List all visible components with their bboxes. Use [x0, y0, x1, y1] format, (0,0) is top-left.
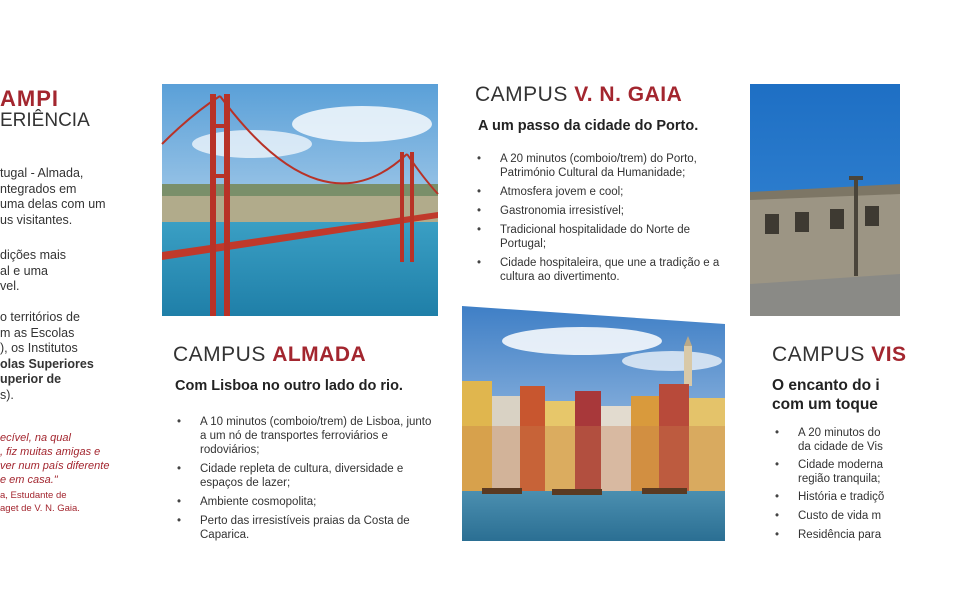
conditions-line: vel. [0, 279, 20, 293]
list-item: • Atmosfera jovem e cool; [472, 185, 734, 199]
gaia-bullet-list [472, 152, 734, 289]
viseu-bullet-list [770, 426, 970, 547]
intro-line: ntegrados em [0, 181, 77, 196]
list-item: • Cidade moderna região tranquila; [770, 458, 970, 486]
viseu-subtitle-line1: O encanto do i [772, 377, 880, 394]
list-item: • Ambiente cosmopolita; [172, 495, 432, 509]
conditions-line: dições mais [0, 248, 66, 262]
list-item: • História e tradiçõ [770, 490, 970, 504]
gaia-subtitle: A um passo da cidade do Porto. [478, 118, 699, 134]
list-item: • Gastronomia irresistível; [472, 204, 734, 218]
institutions-line: o territórios de [0, 310, 80, 324]
list-item: • Cidade hospitaleira, que une a tradição e a cultura ao divertimento. [472, 256, 734, 284]
intro-line: uma delas com um [0, 197, 106, 211]
quote-line: e em casa." [0, 474, 58, 486]
campus-almada-title: CAMPUS ALMADA [173, 343, 367, 366]
campus-gaia-title: CAMPUS V. N. GAIA [475, 83, 683, 106]
attribution-line: aget de V. N. Gaia. [0, 503, 80, 514]
attribution-line: a, Estudante de [0, 490, 67, 501]
institutions-line: m as Escolas [0, 325, 75, 340]
campus-name: VIS [871, 343, 907, 366]
almada-subtitle: Com Lisboa no outro lado do rio. [175, 378, 403, 394]
institutions-line: ), os Institutos [0, 341, 78, 355]
list-item: • A 20 minutos do da cidade de Vis [770, 426, 970, 454]
conditions-paragraph [0, 248, 66, 295]
campus-name: ALMADA [272, 343, 367, 366]
list-item: • Cidade repleta de cultura, diversidade e espaços de lazer; [172, 462, 432, 490]
list-item: • Custo de vida m [770, 509, 970, 523]
institutions-line: s). [0, 387, 14, 402]
almada-bullet-list [172, 415, 432, 547]
institutions-line: uperior de [0, 372, 62, 386]
quote-line: ver num país diferente [0, 460, 110, 472]
campi-heading: AMPI [0, 86, 59, 111]
quote-line: ecível, na qual [0, 432, 71, 444]
viseu-column [750, 0, 907, 600]
intro-line: tugal - Almada, [0, 166, 84, 180]
institutions-paragraph [0, 310, 94, 403]
institutions-line: olas Superiores [0, 356, 94, 371]
testimonial-attribution [0, 489, 80, 515]
testimonial-quote [0, 431, 109, 487]
list-item: • A 20 minutos (comboio/trem) do Porto, Património Cultural da Humanidade; [472, 152, 734, 180]
left-column [0, 0, 140, 600]
viseu-subtitle-line2: com um toque [772, 396, 878, 413]
viseu-building-photo [750, 84, 900, 316]
almada-bridge-photo [162, 84, 438, 316]
list-item: • A 10 minutos (comboio/trem) de Lisboa, junto a um nó de transportes ferroviários e rodoviários; [172, 415, 432, 457]
intro-line: us visitantes. [0, 212, 73, 227]
list-item: • Tradicional hospitalidade do Norte de Portugal; [472, 223, 734, 251]
quote-line: , fiz muitas amigas e [0, 446, 101, 458]
campus-name: V. N. GAIA [574, 83, 683, 106]
list-item: • Residência para [770, 528, 970, 542]
conditions-line: al e uma [0, 263, 48, 278]
campus-viseu-title: CAMPUS VIS [772, 343, 907, 366]
list-item: • Perto das irresistíveis praias da Costa de Caparica. [172, 514, 432, 542]
porto-riverside-photo [462, 306, 725, 541]
intro-paragraph [0, 166, 106, 228]
experience-heading: ERIÊNCIA [0, 110, 90, 131]
